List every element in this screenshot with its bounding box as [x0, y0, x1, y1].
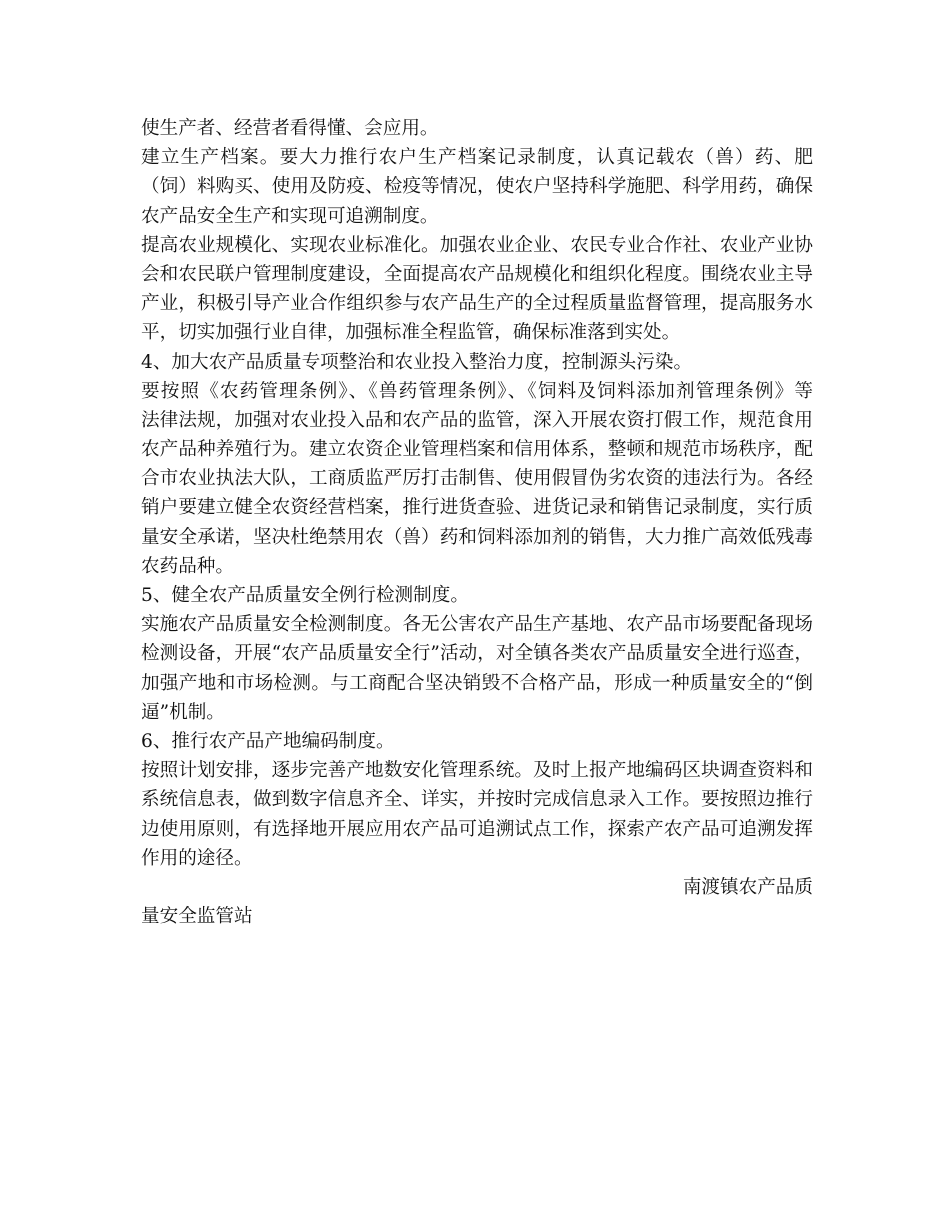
text-line: 量安全承诺，坚决杜绝禁用农（兽）药和饲料添加剂的销售，大力推广高效低残毒: [141, 526, 813, 548]
section-heading: 4、加大农产品质量专项整治和农业投入整治力度，控制源头污染。: [141, 351, 693, 373]
text-line: 合市农业执法大队，工商质监严厉打击制售、使用假冒伪劣农资的违法行为。各经: [141, 468, 813, 490]
text-line: 使生产者、经营者看得懂、会应用。: [141, 118, 439, 139]
text-line: 农药品种。: [141, 555, 234, 577]
text-line: 建立生产档案。要大力推行农户生产档案记录制度，认真记载农（兽）药、肥: [141, 147, 813, 169]
signature-organization-line-2: 量安全监管站: [141, 906, 253, 928]
text-line: 销户要建立健全农资经营档案，推行进货查验、进货记录和销售记录制度，实行质: [141, 497, 813, 519]
text-line: 系统信息表，做到数字信息齐全、详实，并按时完成信息录入工作。要按照边推行: [141, 789, 813, 811]
text-line: 逼”机制。: [141, 701, 225, 723]
section-heading: 6、推行农产品产地编码制度。: [141, 730, 395, 752]
document-body: [141, 114, 813, 931]
text-line: 边使用原则，有选择地开展应用农产品可追溯试点工作，探索产农产品可追溯发挥: [141, 818, 813, 840]
text-line: 提高农业规模化、实现农业标准化。加强农业企业、农民专业合作社、农业产业协: [141, 234, 813, 256]
text-line: 作用的途径。: [141, 847, 253, 869]
text-line: 按照计划安排，逐步完善产地数安化管理系统。及时上报产地编码区块调查资料和: [141, 760, 813, 782]
section-heading: 5、健全农产品质量安全例行检测制度。: [141, 585, 469, 606]
text-line: 检测设备，开展“农产品质量安全行”活动，对全镇各类农产品质量安全进行巡查，: [141, 643, 813, 665]
text-line: （饲）料购买、使用及防疫、检疫等情况，使农户坚持科学施肥、科学用药，确保: [141, 176, 813, 198]
text-line: 平，切实加强行业自律，加强标准全程监管，确保标准落到实处。: [141, 322, 681, 344]
text-line: 法律法规，加强对农业投入品和农产品的监管，深入开展农资打假工作，规范食用: [141, 409, 813, 431]
text-line: 农产品安全生产和实现可追溯制度。: [141, 205, 439, 227]
text-line: 产业，积极引导产业合作组织参与农产品生产的全过程质量监督管理，提高服务水: [141, 293, 813, 315]
text-line: 实施农产品质量安全检测制度。各无公害农产品生产基地、农产品市场要配备现场: [141, 614, 813, 636]
text-line: 农产品种养殖行为。建立农资企业管理档案和信用体系，整顿和规范市场秩序，配: [141, 439, 813, 461]
text-line: 会和农民联户管理制度建设，全面提高农产品规模化和组织化程度。围绕农业主导: [141, 263, 813, 285]
text-line: 加强产地和市场检测。与工商配合坚决销毁不合格产品，形成一种质量安全的“倒: [141, 672, 813, 694]
signature-organization-line-1: 南渡镇农产品质: [682, 876, 813, 898]
text-line: 要按照《农药管理条例》、《兽药管理条例》、《饲料及饲料添加剂管理条例》等: [141, 380, 813, 402]
